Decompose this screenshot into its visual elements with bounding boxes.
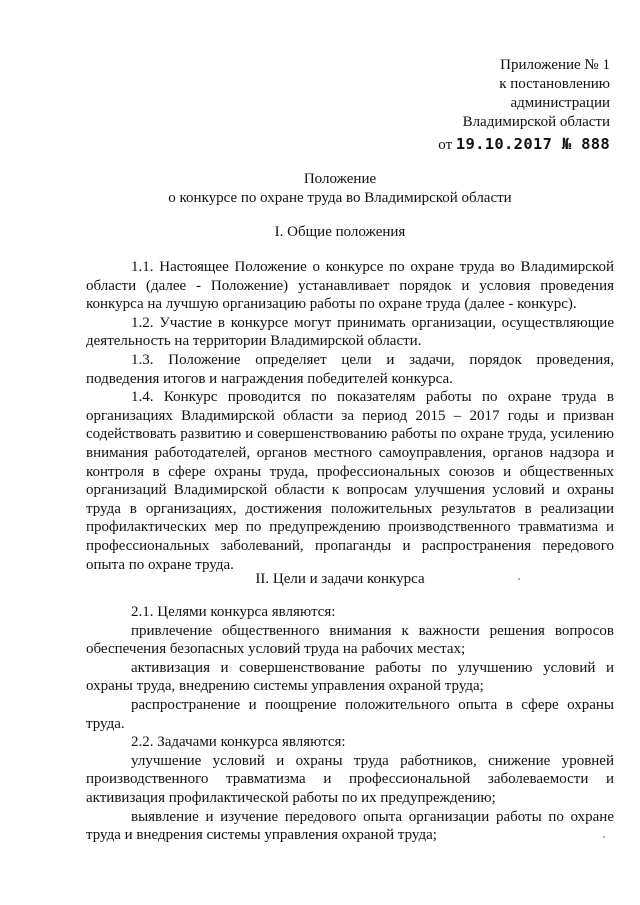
section-1-body <box>86 258 614 574</box>
scan-speck <box>603 836 605 838</box>
paragraph-1-2: 1.2. Участие в конкурсе могут принимать организации, осуществляющие деятельность на территории Владимирской области. <box>86 314 614 350</box>
date-number-stamp: 19.10.2017 № 888 <box>455 135 610 153</box>
title-line-2: о конкурсе по охране труда во Владимирской области <box>168 190 512 206</box>
section-1-heading: I. Общие положения <box>274 224 406 240</box>
appendix-line-3: администрации <box>510 95 610 111</box>
paragraph-2-2: 2.2. Задачами конкурса являются: <box>131 734 346 751</box>
appendix-line-1: Приложение № 1 <box>500 57 610 73</box>
goal-item-2: активизация и совершенствование работы по улучшению условий и охраны труда, внедрению системы управления охраной труда; <box>86 659 614 695</box>
goal-item-3: распространение и поощрение положительного опыта в сфере охраны труда. <box>86 696 614 732</box>
title-line-1: Положение <box>303 171 377 187</box>
task-item-2: выявление и изучение передового опыта организации работы по охране труда и внедрения системы управления охраной труда; <box>86 808 614 844</box>
document-title <box>80 170 600 208</box>
scan-speck <box>518 578 520 580</box>
appendix-date-line <box>438 135 610 155</box>
paragraph-2-1: 2.1. Целями конкурса являются: <box>131 604 336 620</box>
task-item-1: улучшение условий и охраны труда работников, снижение уровней производственного травматизма и профессиональной заболеваемости и активизация профилактической работы по их предупреждению; <box>86 752 614 806</box>
section-2-body <box>86 603 614 845</box>
section-2-heading: II. Цели и задачи конкурса <box>255 571 425 587</box>
paragraph-1-1: 1.1. Настоящее Положение о конкурсе по охране труда во Владимирской области (далее - Положение) устанавливает порядок и условия проведения конкурса на лучшую организацию работы по охране труда (далее - конкурс). <box>86 259 614 313</box>
appendix-header <box>438 56 610 155</box>
goal-item-1: привлечение общественного внимания к важности решения вопросов обеспечения безопасных условий труда на рабочих местах; <box>86 622 614 658</box>
appendix-line-4: Владимирской области <box>462 114 610 130</box>
appendix-line-2: к постановлению <box>499 76 610 92</box>
date-prefix: от <box>438 137 453 153</box>
paragraph-1-3: 1.3. Положение определяет цели и задачи, порядок проведения, подведения итогов и награждения победителей конкурса. <box>86 351 614 387</box>
paragraph-1-4: 1.4. Конкурс проводится по показателям работы по охране труда в организациях Владимирской области за период 2015 – 2017 годы и призван содействовать развитию и совершенствованию работы по охране труда, усилению внимания работодателей, органов местного самоуправления, органов надзора и контроля в сфере охраны труда, профессиональных союзов и общественных организаций Владимирской области к вопросам улучшения условий и охраны труда в организациях, достижения положительных результатов в реализации профилактических мер по предупреждению производственного травматизма и профессиональных заболеваний, пропаганды и распространения передового опыта по охране труда. <box>86 389 614 573</box>
